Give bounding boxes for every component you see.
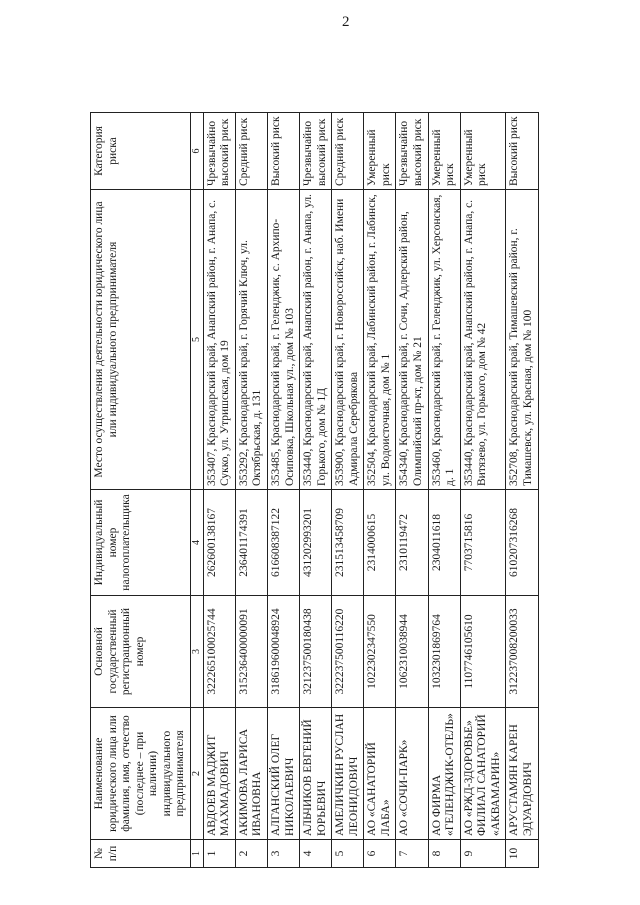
location-value: 354340, Краснодарский край, г. Сочи, Адлерский район, Олимпийский пр-кт, дом № 21 xyxy=(396,190,428,490)
risk-category: Умеренный риск xyxy=(364,113,396,190)
entity-name: АВДОЕВ МАДЖИТ МАХМАДОВИЧ xyxy=(203,708,235,840)
inn-value: 2304011618 xyxy=(428,490,460,596)
header-risk: Категория риска xyxy=(91,113,191,190)
risk-category: Умеренный риск xyxy=(428,113,460,190)
ogrn-value: 322265100025744 xyxy=(203,596,235,708)
row-number: 9 xyxy=(460,840,506,868)
risk-category: Средний риск xyxy=(332,113,364,190)
ogrn-value: 1022302347550 xyxy=(364,596,396,708)
inn-value: 431202993201 xyxy=(300,490,332,596)
column-number: 1 xyxy=(190,840,203,868)
entity-name: АЛЬЧИКОВ ЕВГЕНИЙ ЮРЬЕВИЧ xyxy=(300,708,332,840)
row-number: 5 xyxy=(332,840,364,868)
column-number-row xyxy=(190,113,203,868)
row-number: 7 xyxy=(396,840,428,868)
ogrn-value: 1107746105610 xyxy=(460,596,506,708)
column-number: 5 xyxy=(190,190,203,490)
risk-category: Средний риск xyxy=(235,113,267,190)
risk-registry-table xyxy=(90,112,539,868)
location-value: 353440, Краснодарский край, Анапский район, г. Анапа, с. Витязево, ул. Горького, дом № 42 xyxy=(460,190,506,490)
inn-value: 616608387122 xyxy=(267,490,299,596)
row-number: 1 xyxy=(203,840,235,868)
entity-name: АО «СОЧИ-ПАРК» xyxy=(396,708,428,840)
row-number: 4 xyxy=(300,840,332,868)
inn-value: 262600138167 xyxy=(203,490,235,596)
row-number: 3 xyxy=(267,840,299,868)
row-number: 10 xyxy=(506,840,538,868)
table-header-row xyxy=(91,113,191,868)
location-value: 353440, Краснодарский край, Анапский район, г. Анапа, ул. Горького, дом № 1Д xyxy=(300,190,332,490)
column-number: 6 xyxy=(190,113,203,190)
rotated-table-container xyxy=(90,113,610,868)
ogrn-value: 321237500180438 xyxy=(300,596,332,708)
column-number: 2 xyxy=(190,708,203,840)
location-value: 353460, Краснодарский край, г. Геленджик, ул. Херсонская, д. 1 xyxy=(428,190,460,490)
risk-category: Чрезвычайно высокий риск xyxy=(300,113,332,190)
inn-value: 2314000615 xyxy=(364,490,396,596)
entity-name: АО «РЖД-ЗДОРОВЬЕ» ФИЛИАЛ САНАТОРИЙ «АКВАМАРИН» xyxy=(460,708,506,840)
risk-category: Умеренный риск xyxy=(460,113,506,190)
ogrn-value: 312237008200033 xyxy=(506,596,538,708)
location-value: 352708, Краснодарский край, Тимашевский район, г. Тимашевск, ул. Красная, дом № 100 xyxy=(506,190,538,490)
header-num: № п/п xyxy=(91,840,191,868)
table-row xyxy=(396,113,428,868)
header-name: Наименование юридического лица или фамилия, имя, отчество (последнее – при наличии) индивидуального предпринимателя xyxy=(91,708,191,840)
location-value: 353292, Краснодарский край, г. Горячий Ключ, ул. Октябрьская, д. 131 xyxy=(235,190,267,490)
location-value: 353900, Краснодарский край, г. Новороссийск, наб. Имени Адмирала Серебрякова xyxy=(332,190,364,490)
ogrn-value: 322237500116220 xyxy=(332,596,364,708)
table-row xyxy=(460,113,506,868)
ogrn-value: 1062310038944 xyxy=(396,596,428,708)
location-value: 353407, Краснодарский край, Анапский район, г. Анапа, с. Сукко, ул. Утришская, дом 19 xyxy=(203,190,235,490)
header-ogrn: Основной государственный регистрационный номер xyxy=(91,596,191,708)
inn-value: 2310119472 xyxy=(396,490,428,596)
risk-category: Чрезвычайно высокий риск xyxy=(203,113,235,190)
inn-value: 236401174391 xyxy=(235,490,267,596)
header-inn: Индивидуальный номер налогоплательщика xyxy=(91,490,191,596)
risk-category: Чрезвычайно высокий риск xyxy=(396,113,428,190)
inn-value: 231513458709 xyxy=(332,490,364,596)
location-value: 352504, Краснодарский край, Лабинский район, г. Лабинск, ул. Водоисточная, дом № 1 xyxy=(364,190,396,490)
row-number: 2 xyxy=(235,840,267,868)
entity-name: АМЕЛИЧКИН РУСЛАН ЛЕОНИДОВИЧ xyxy=(332,708,364,840)
entity-name: АО ФИРМА «ГЕЛЕНДЖИК-ОТЕЛЬ» xyxy=(428,708,460,840)
page-number: 2 xyxy=(342,14,350,30)
table-row xyxy=(203,113,235,868)
inn-value: 610207316268 xyxy=(506,490,538,596)
row-number: 8 xyxy=(428,840,460,868)
table-row xyxy=(506,113,538,868)
column-number: 4 xyxy=(190,490,203,596)
table-row xyxy=(428,113,460,868)
table-row xyxy=(332,113,364,868)
ogrn-value: 315236400000091 xyxy=(235,596,267,708)
entity-name: АО «САНАТОРИЙ ЛАБА» xyxy=(364,708,396,840)
risk-category: Высокий риск xyxy=(267,113,299,190)
column-number: 3 xyxy=(190,596,203,708)
ogrn-value: 318619600048924 xyxy=(267,596,299,708)
entity-name: АКИМОВА ЛАРИСА ИВАНОВНА xyxy=(235,708,267,840)
table-row xyxy=(235,113,267,868)
entity-name: АЛГАНСКИЙ ОЛЕГ НИКОЛАЕВИЧ xyxy=(267,708,299,840)
location-value: 353485, Краснодарский край, г. Геленджик, с. Архипо-Осиповка, Школьная ул., дом № 103 xyxy=(267,190,299,490)
row-number: 6 xyxy=(364,840,396,868)
risk-category: Высокий риск xyxy=(506,113,538,190)
header-location: Место осуществления деятельности юридического лица или индивидуального предпринимателя xyxy=(91,190,191,490)
table-row xyxy=(300,113,332,868)
inn-value: 7703715816 xyxy=(460,490,506,596)
ogrn-value: 1032301869764 xyxy=(428,596,460,708)
table-row xyxy=(364,113,396,868)
table-row xyxy=(267,113,299,868)
entity-name: АРУСТАМЯН КАРЕН ЭДУАРДОВИЧ xyxy=(506,708,538,840)
